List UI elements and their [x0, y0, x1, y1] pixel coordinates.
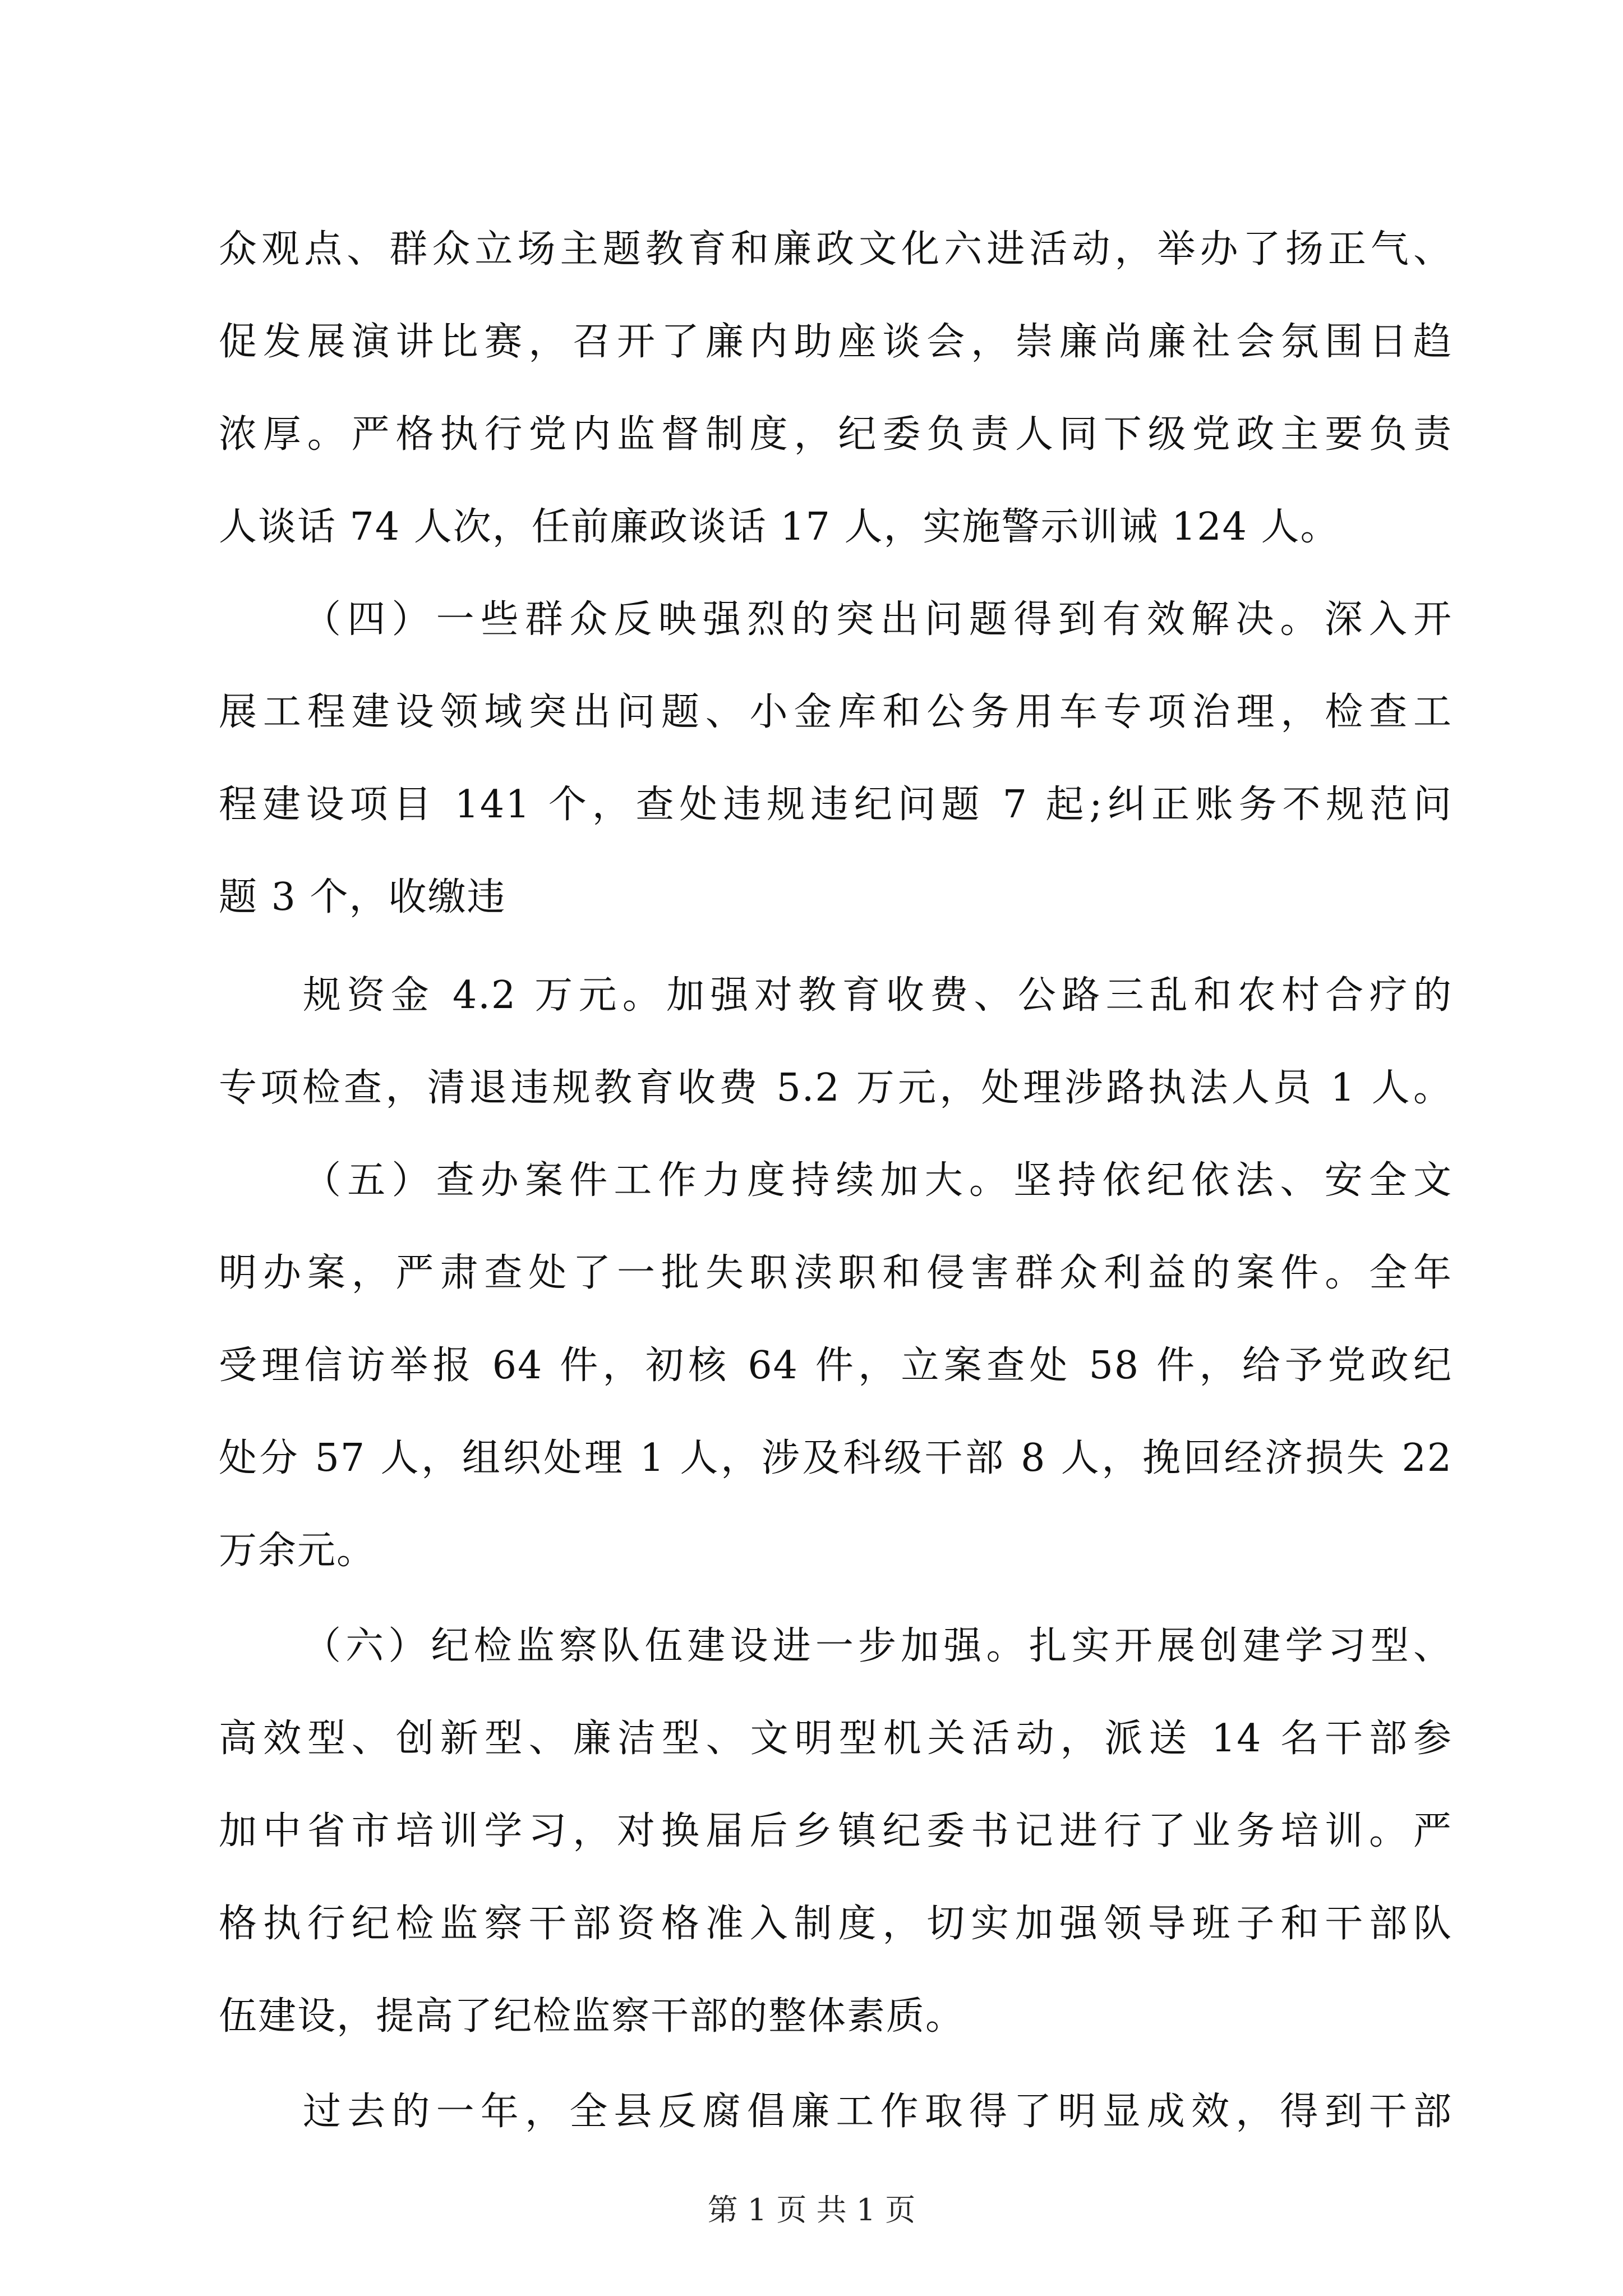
text-line: 程建设项目 141 个，查处违规违纪问题 7 起;纠正账务不规范问 [219, 783, 1453, 827]
text-line: 展工程建设领域突出问题、小金库和公务用车专项治理，检查工 [219, 690, 1453, 734]
text-line: 规资金 4.2 万元。加强对教育收费、公路三乱和农村合疗的 [303, 973, 1453, 1018]
closing-paragraph-line: 过去的一年，全县反腐倡廉工作取得了明显成效，得到干部 [303, 2090, 1453, 2134]
text-line: 题 3 个，收缴违 [219, 875, 506, 919]
text-line: 受理信访举报 64 件，初核 64 件，立案查处 58 件，给予党政纪 [219, 1343, 1453, 1388]
page-footer: 第 1 页 共 1 页 [707, 2192, 916, 2228]
text-line: 处分 57 人，组织处理 1 人，涉及科级干部 8 人，挽回经济损失 22 [219, 1436, 1453, 1480]
text-line: 格执行纪检监察干部资格准入制度，切实加强领导班子和干部队 [219, 1902, 1453, 1946]
text-line: 促发展演讲比赛，召开了廉内助座谈会，崇廉尚廉社会氛围日趋 [219, 320, 1453, 364]
text-line: 万余元。 [219, 1529, 376, 1573]
section-heading-line: （五）查办案件工作力度持续加大。坚持依纪依法、安全文 [303, 1158, 1453, 1203]
text-line: 加中省市培训学习，对换届后乡镇纪委书记进行了业务培训。严 [219, 1809, 1453, 1853]
text-line: 人谈话 74 人次，任前廉政谈话 17 人，实施警示训诫 124 人。 [219, 505, 1340, 549]
section-heading-line: （六）纪检监察队伍建设进一步加强。扎实开展创建学习型、 [303, 1624, 1453, 1668]
text-line: 浓厚。严格执行党内监督制度，纪委负责人同下级党政主要负责 [219, 412, 1453, 457]
section-heading-line: （四）一些群众反映强烈的突出问题得到有效解决。深入开 [303, 597, 1453, 642]
text-line: 专项检查，清退违规教育收费 5.2 万元，处理涉路执法人员 1 人。 [219, 1066, 1453, 1110]
text-line: 众观点、群众立场主题教育和廉政文化六进活动，举办了扬正气、 [219, 227, 1453, 272]
text-line: 伍建设，提高了纪检监察干部的整体素质。 [219, 1994, 965, 2039]
text-line: 明办案，严肃查处了一批失职渎职和侵害群众利益的案件。全年 [219, 1251, 1453, 1295]
text-line: 高效型、创新型、廉洁型、文明型机关活动，派送 14 名干部参 [219, 1717, 1453, 1761]
